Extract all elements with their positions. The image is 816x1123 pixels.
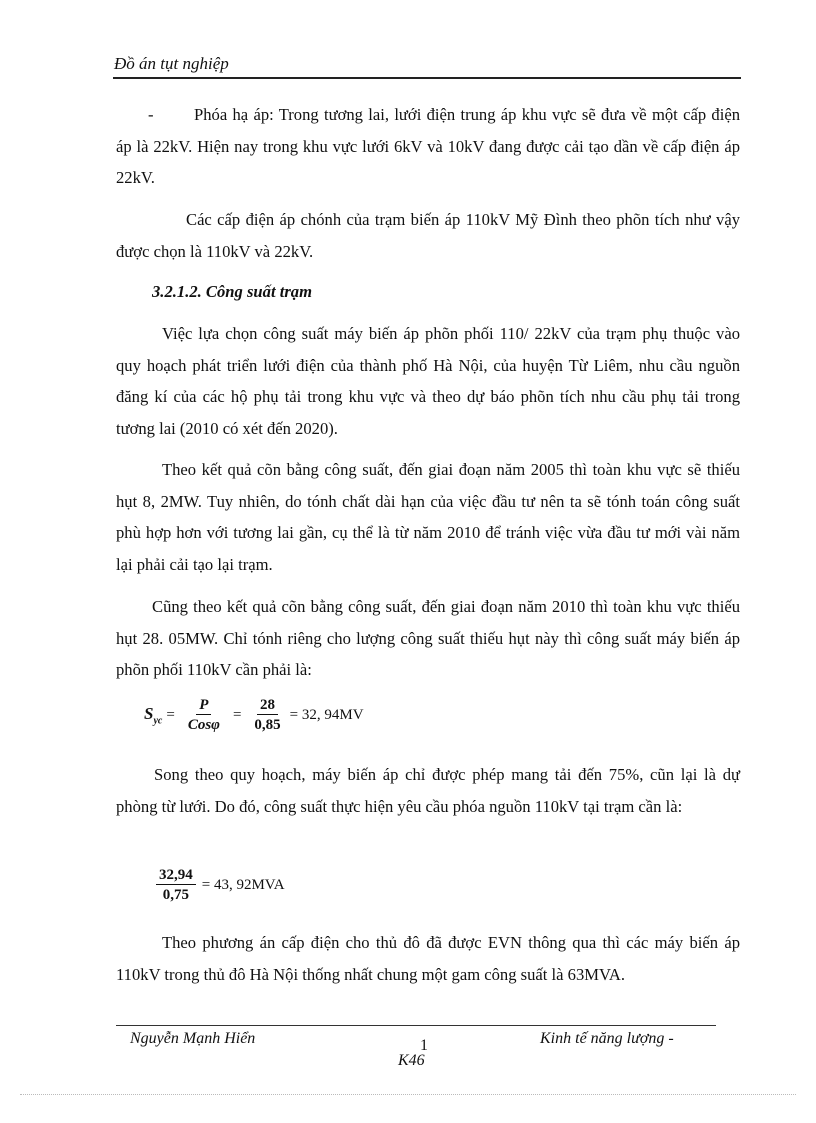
- footer-department: Kinh tế năng lượng -: [540, 1030, 674, 1047]
- section-heading: 3.2.1.2. Công suất trạm: [152, 282, 312, 301]
- body-block-4: [116, 454, 740, 580]
- formula-fraction-load: $\frac{32,94}{0,75}$: [156, 866, 196, 905]
- body-block-6: [116, 759, 740, 822]
- body-block-7: [116, 927, 740, 990]
- formula-result: = 32, 94MV: [289, 707, 364, 723]
- paragraph-5: Cũng theo kết quả cõn bằng công suất, đến giai đoạn năm 2010 thì toàn khu vực thiếu hụt 28. 05MW. Chỉ tónh riêng cho lượng công suất thiếu hụt này thì công suất máy biến áp phõn phối 110kV cần phải là:: [116, 597, 740, 679]
- footer-author: Nguyễn Mạnh Hiển: [130, 1030, 256, 1047]
- formula-equals-2: =: [232, 707, 242, 723]
- page-boundary: [20, 1094, 796, 1095]
- body-block-1: [116, 99, 740, 194]
- page-number: 1: [420, 1037, 428, 1054]
- footer-class: K46: [398, 1052, 425, 1069]
- header-rule: [113, 77, 741, 79]
- paragraph-3: Việc lựa chọn công suất máy biến áp phõn phối 110/ 22kV của trạm phụ thuộc vào quy hoạch phát triển lưới điện của thành phố Hà Nội, của huyện Từ Liêm, nhu cầu nguồn đăng kí của các hộ phụ tải trong khu vực và theo dự báo phõn tích nhu cầu phụ tải trong tương lai (2010 có xét đến 2020).: [116, 324, 740, 438]
- paragraph-4: Theo kết quả cõn bằng công suất, đến giai đoạn năm 2005 thì toàn khu vực sẽ thiếu hụt 8, 2MW. Tuy nhiên, do tónh chất dài hạn của việc đầu tư nên ta sẽ tónh toán công suất phù hợp hơn với tương lai gần, cụ thể là từ năm 2010 để tránh việc vừa đầu tư mới vài năm lại phải cải tạo lại trạm.: [116, 460, 740, 574]
- paragraph-2: Các cấp điện áp chónh của trạm biến áp 110kV Mỹ Đình theo phõn tích như vậy được chọn là 110kV và 22kV.: [116, 210, 740, 261]
- paragraph-1-text: Phóa hạ áp: Trong tương lai, lưới điện trung áp khu vực sẽ đưa về một cấp điện áp là 22kV. Hiện nay trong khu vực lưới 6kV và 10kV đang được cải tạo dần về cấp điện áp 22kV.: [116, 105, 740, 187]
- formula-capacity-with-load: [150, 866, 285, 905]
- formula-fraction-values: $\frac{28}{0,85}$: [254, 697, 281, 733]
- formula-result-2: = 43, 92MVA: [201, 877, 285, 893]
- paragraph-6: Song theo quy hoạch, máy biến áp chỉ được phép mang tải đến 75%, cũn lại là dự phòng từ lưới. Do đó, công suất thực hiện yêu cầu phóa nguồn 110kV tại trạm cần là:: [116, 765, 740, 816]
- paragraph-7: Theo phương án cấp điện cho thủ đô đã được EVN thông qua thì các máy biến áp 110kV trong thủ đô Hà Nội thống nhất chung một gam công suất là 63MVA.: [116, 933, 740, 984]
- formula-capacity-required: [144, 696, 364, 735]
- body-block-3: [116, 318, 740, 444]
- body-block-2: [116, 204, 740, 267]
- formula-equals: =: [166, 707, 175, 723]
- body-block-5: [116, 591, 740, 686]
- paragraph-1: [116, 99, 740, 194]
- list-dash: -: [148, 105, 154, 124]
- footer-rule: [116, 1025, 716, 1026]
- formula-lhs: $S_{yc}$: [144, 704, 163, 727]
- formula-fraction-p-cos: $\frac{P}{\text{Cosφ}}$: [187, 697, 220, 733]
- header-title: Đồ án tụt nghiệp: [114, 54, 229, 73]
